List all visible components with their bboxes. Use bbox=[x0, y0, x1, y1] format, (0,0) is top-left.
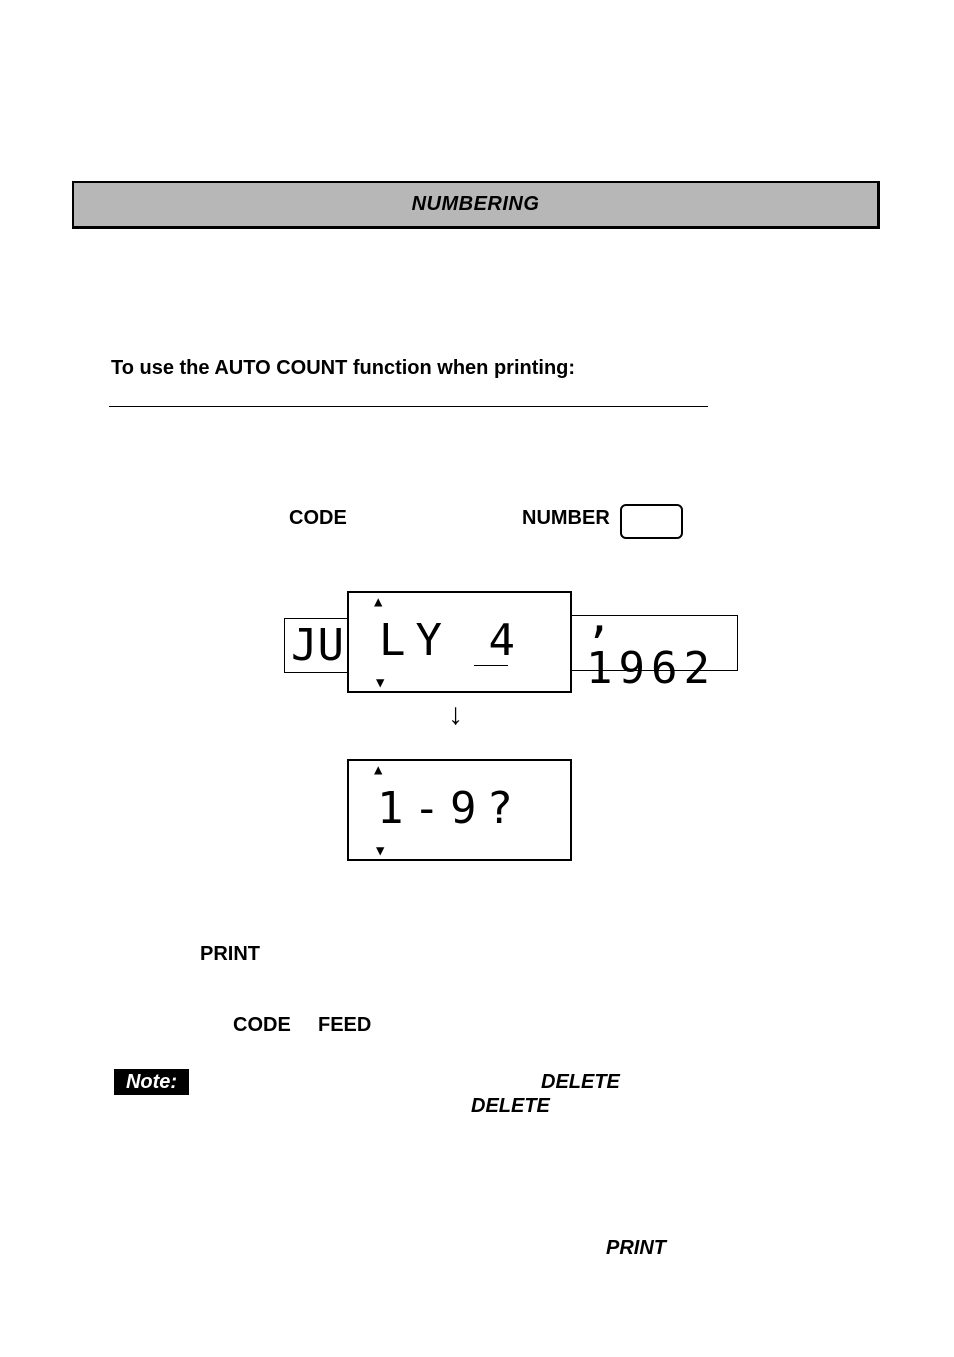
display-right-segment bbox=[571, 592, 738, 694]
scroll-up-indicator-icon: ▲ bbox=[374, 762, 383, 778]
display-right-text: , 1962 bbox=[586, 592, 716, 694]
scroll-down-indicator-icon: ▼ bbox=[376, 843, 385, 859]
section-title: NUMBERING bbox=[411, 193, 540, 215]
instruction-heading: To use the AUTO COUNT function when printing: bbox=[111, 357, 576, 379]
print-key-label: PRINT bbox=[200, 943, 260, 965]
note-label: Note: bbox=[125, 1070, 178, 1093]
code-key-label: CODE bbox=[289, 507, 347, 529]
delete-key-label: DELETE bbox=[541, 1071, 620, 1093]
down-arrow-icon: ↓ bbox=[448, 698, 463, 731]
number-key-icon bbox=[620, 504, 683, 539]
display-prompt-window bbox=[347, 759, 572, 861]
display-main-window bbox=[347, 591, 572, 693]
cursor-underline bbox=[474, 665, 508, 666]
display-left-text: JU bbox=[291, 620, 344, 671]
scroll-up-indicator-icon: ▲ bbox=[374, 594, 383, 610]
heading-underline bbox=[109, 406, 708, 407]
display-left-segment bbox=[284, 618, 352, 673]
print-key-label-2: PRINT bbox=[606, 1237, 666, 1259]
number-key-label: NUMBER bbox=[522, 507, 610, 529]
delete-key-label-2: DELETE bbox=[471, 1095, 550, 1117]
display-prompt-text: 1-9? bbox=[377, 783, 523, 834]
section-header bbox=[72, 181, 880, 229]
display-main-text: LY 4 bbox=[379, 615, 525, 666]
scroll-down-indicator-icon: ▼ bbox=[376, 675, 385, 691]
note-badge bbox=[114, 1069, 189, 1095]
code-key-label-2: CODE bbox=[233, 1014, 291, 1036]
feed-key-label: FEED bbox=[318, 1014, 372, 1036]
